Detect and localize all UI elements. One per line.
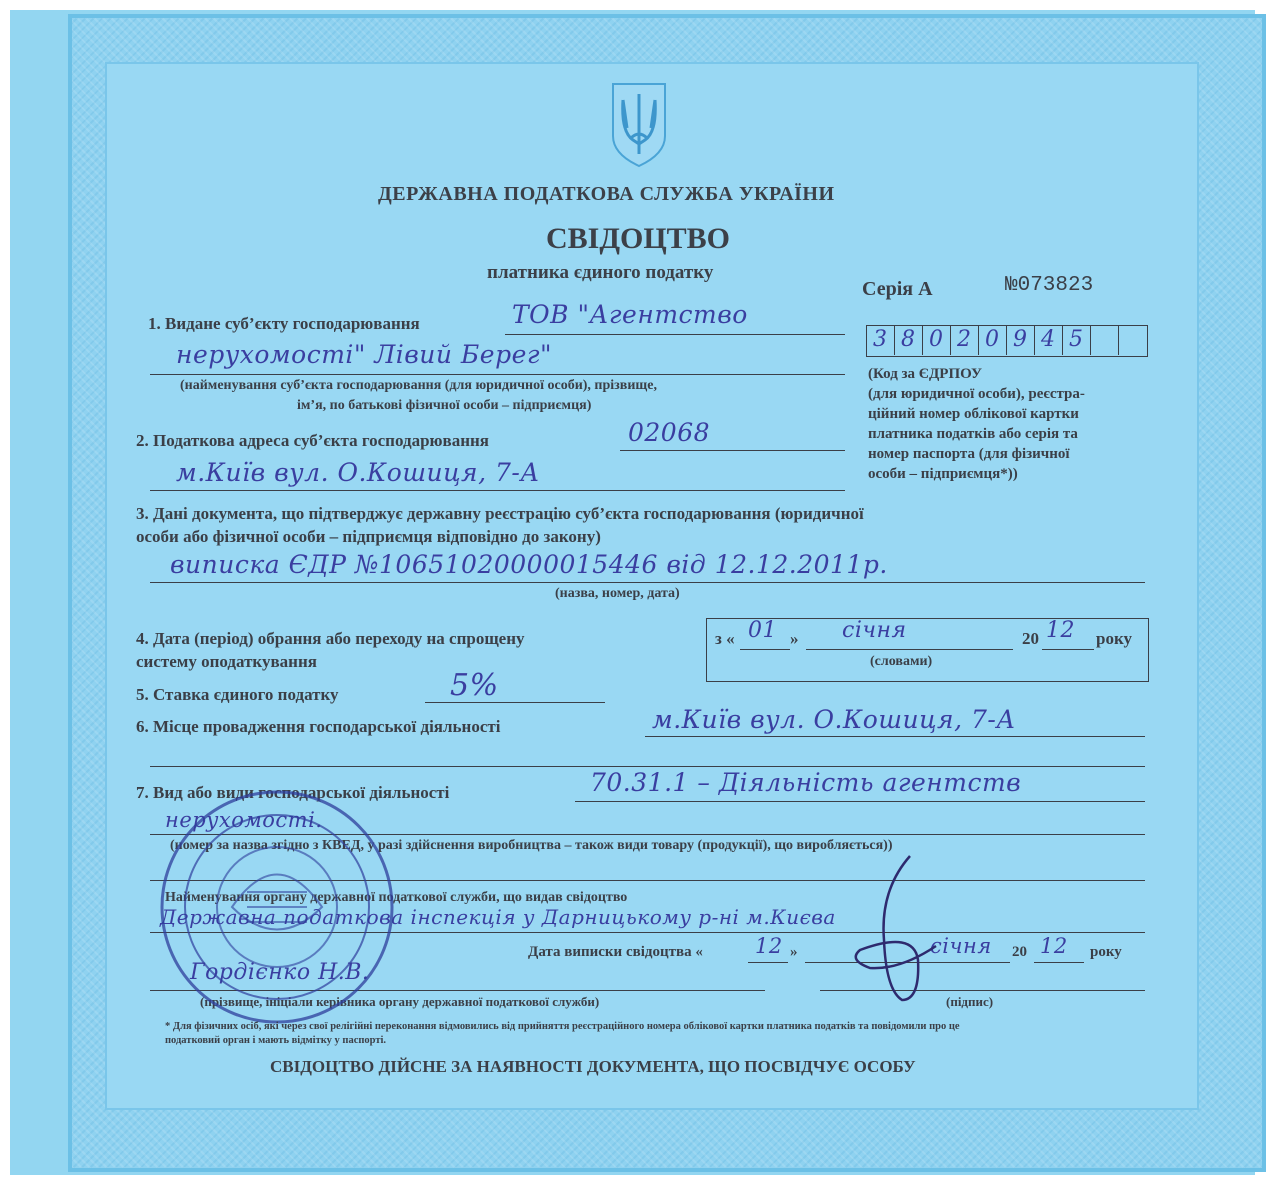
edrpou-caption-line: ційний номер облікової картки <box>868 406 1079 422</box>
edrpou-digit <box>1118 325 1146 355</box>
signature-caption: (підпис) <box>946 994 994 1009</box>
series-label: Серія А <box>862 278 933 300</box>
issue-quote-close: » <box>790 944 798 960</box>
field2-value-line1: 02068 <box>628 418 711 447</box>
field4-prefix: з « <box>715 629 735 648</box>
edrpou-caption-line: номер паспорта (для фізичної <box>868 446 1070 462</box>
authority-label: Найменування органу державної податкової служби, що видав свідоцтво <box>165 890 628 905</box>
field5-value: 5% <box>450 668 499 703</box>
field1-value-line2: нерухомості" Лівий Берег" <box>176 340 553 369</box>
edrpou-caption-line: платника податків або серія та <box>868 426 1078 442</box>
field3-value: виписка ЄДР №10651020000015446 від 12.12.2011р. <box>170 550 888 579</box>
edrpou-digit: 9 <box>1006 325 1035 355</box>
field7-caption: (номер за назва згідно з КВЕД, у разі здійснення виробництва – також види товару (продукції), що виробляється)) <box>170 838 893 853</box>
edrpou-digits <box>866 325 1146 355</box>
field1-caption-1: (найменування суб’єкта господарювання (для юридичної особи), прізвище, <box>180 378 657 393</box>
issue-month: січня <box>930 934 992 958</box>
field4-label-2: систему оподаткування <box>136 652 317 671</box>
edrpou-caption-line: (Код за ЄДРПОУ <box>868 366 982 382</box>
edrpou-digit: 3 <box>866 325 895 355</box>
field4-quote-close: » <box>790 629 799 648</box>
field7-value-line1: 70.31.1 – Діяльність агентств <box>590 768 1022 797</box>
issue-day: 12 <box>755 934 783 958</box>
edrpou-digit: 5 <box>1062 325 1091 355</box>
field4-year-suffix: 12 <box>1046 618 1075 643</box>
field6-value: м.Київ вул. О.Кошиця, 7-А <box>652 705 1016 734</box>
edrpou-digit: 0 <box>978 325 1007 355</box>
field4-month: січня <box>842 618 907 643</box>
agency-title: ДЕРЖАВНА ПОДАТКОВА СЛУЖБА УКРАЇНИ <box>378 183 835 205</box>
field6-label: 6. Місце провадження господарської діяльності <box>136 717 501 736</box>
field1-caption-2: ім’я, по батькові фізичної особи – підприємця) <box>297 398 592 413</box>
field7-value-line2: нерухомості. <box>165 808 323 832</box>
field4-day: 01 <box>748 618 777 643</box>
issue-label: Дата виписки свідоцтва « <box>528 944 703 960</box>
issue-year-prefix: 20 <box>1012 944 1027 960</box>
field4-label-1: 4. Дата (період) обрання або переходу на спрощену <box>136 629 525 648</box>
field2-value-line2: м.Київ вул. О.Кошиця, 7-А <box>176 458 540 487</box>
field1-value-line1: ТОВ "Агентство <box>512 300 748 329</box>
trident-emblem-icon <box>609 80 669 168</box>
footnote-line1: * Для фізичних осіб, які через свої релігійні переконання відмовились від прийняття реєстраційного номера облікової картки платника податків та повідомили про це <box>165 1021 960 1032</box>
field7-label: 7. Вид або види господарської діяльності <box>136 783 450 802</box>
issue-year-suffix: 12 <box>1040 934 1068 958</box>
footnote-line2: податковий орган і мають відмітку у паспорті. <box>165 1035 387 1046</box>
edrpou-caption <box>868 364 1148 484</box>
validity-footer: СВІДОЦТВО ДІЙСНЕ ЗА НАЯВНОСТІ ДОКУМЕНТА, ЩО ПОСВІДЧУЄ ОСОБУ <box>270 1057 916 1076</box>
edrpou-caption-line: особи – підприємця*)) <box>868 466 1018 482</box>
edrpou-digit: 2 <box>950 325 979 355</box>
document-title: СВІДОЦТВО <box>546 222 731 255</box>
field5-label: 5. Ставка єдиного податку <box>136 685 339 704</box>
edrpou-digit: 4 <box>1034 325 1063 355</box>
signatory-caption: (прізвище, ініціали керівника органу державної податкової служби) <box>200 994 600 1009</box>
field4-caption: (словами) <box>870 654 933 669</box>
document-subtitle: платника єдиного податку <box>487 262 714 283</box>
field4-year-prefix: 20 <box>1022 629 1039 648</box>
field3-caption: (назва, номер, дата) <box>555 586 680 601</box>
signatory-name: Гордієнко Н.В. <box>190 960 370 985</box>
authority-value: Державна податкова інспекція у Дарницькому р-ні м.Києва <box>160 905 836 929</box>
signature-icon <box>840 850 960 1010</box>
official-stamp-icon <box>152 782 402 1032</box>
edrpou-caption-line: (для юридичної особи), реєстра- <box>868 386 1085 402</box>
field1-label: 1. Видане суб’єкту господарювання <box>148 314 420 333</box>
certificate-number: №073823 <box>1005 274 1094 297</box>
edrpou-digit <box>1090 325 1119 355</box>
field2-label: 2. Податкова адреса суб’єкта господарювання <box>136 431 489 450</box>
issue-year-word: року <box>1090 944 1122 960</box>
edrpou-digit: 0 <box>922 325 951 355</box>
field4-year-word: року <box>1096 629 1133 648</box>
field3-label-2: особи або фізичної особи – підприємця відповідно до закону) <box>136 527 601 546</box>
edrpou-digit: 8 <box>894 325 923 355</box>
field3-label-1: 3. Дані документа, що підтверджує державну реєстрацію суб’єкта господарювання (юридичної <box>136 504 864 523</box>
